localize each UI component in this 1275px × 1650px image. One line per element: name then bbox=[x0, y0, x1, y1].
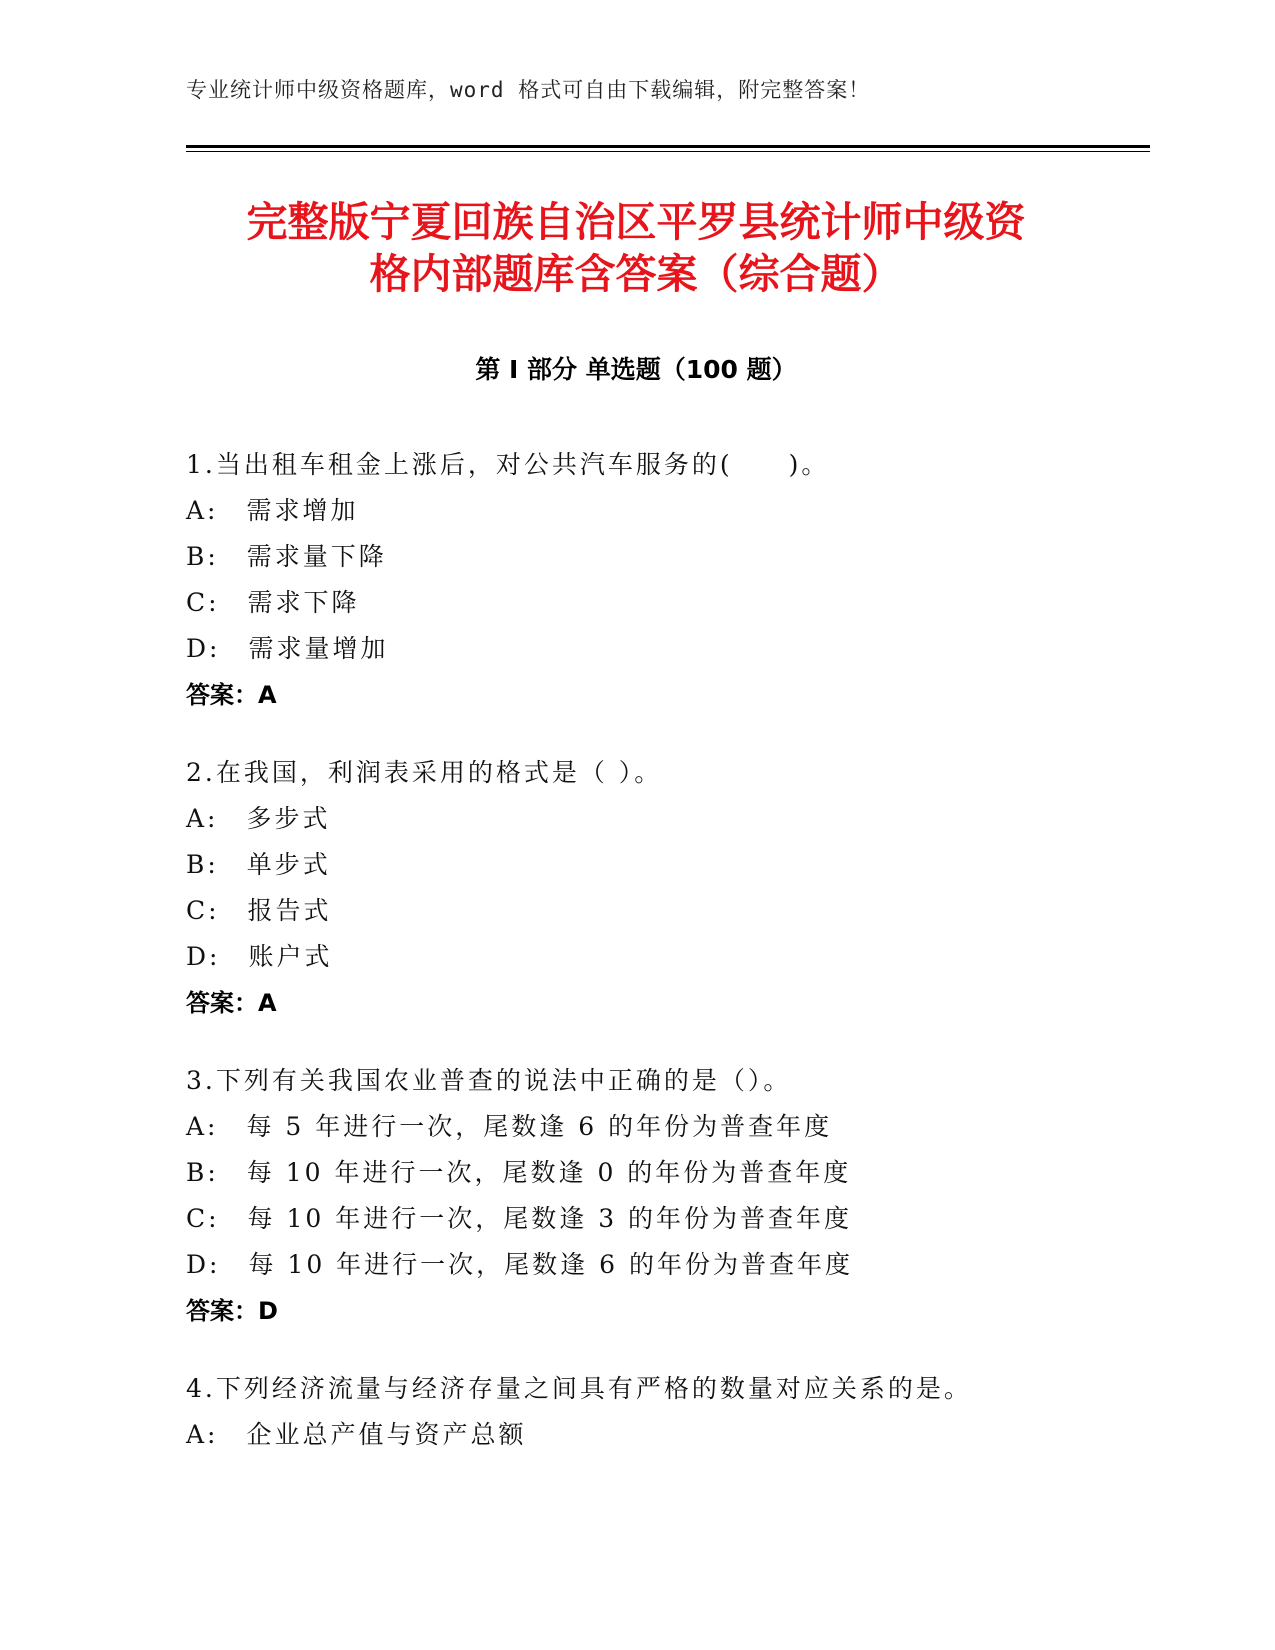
question-stem: 1.当出租车租金上涨后，对公共汽车服务的( )。 bbox=[186, 450, 830, 479]
answer: 答案：D bbox=[186, 1297, 278, 1325]
option-d: D: 每 10 年进行一次，尾数逢 6 的年份为普查年度 bbox=[186, 1250, 853, 1279]
title-line-1: 完整版宁夏回族自治区平罗县统计师中级资 bbox=[246, 198, 1026, 246]
header-note: 专业统计师中级资格题库，word 格式可自由下载编辑，附完整答案！ bbox=[186, 78, 871, 102]
option-a: A: 需求增加 bbox=[186, 496, 359, 525]
section-title: 第 I 部分 单选题（100 题） bbox=[475, 355, 797, 384]
question-1 bbox=[186, 442, 1146, 718]
question-3 bbox=[186, 1058, 1146, 1334]
option-a: A: 多步式 bbox=[186, 804, 331, 833]
question-2 bbox=[186, 750, 1146, 1026]
question-stem: 3.下列有关我国农业普查的说法中正确的是（）。 bbox=[186, 1066, 792, 1095]
header-rule-thin bbox=[186, 151, 1150, 152]
option-c: C: 报告式 bbox=[186, 896, 332, 925]
title-line-2: 格内部题库含答案（综合题） bbox=[369, 250, 903, 298]
option-b: B: 每 10 年进行一次，尾数逢 0 的年份为普查年度 bbox=[186, 1158, 852, 1187]
option-a: A: 企业总产值与资产总额 bbox=[186, 1420, 527, 1449]
question-stem: 2.在我国，利润表采用的格式是（ ）。 bbox=[186, 758, 663, 787]
option-d: D: 需求量增加 bbox=[186, 634, 389, 663]
option-c: C: 每 10 年进行一次，尾数逢 3 的年份为普查年度 bbox=[186, 1204, 853, 1233]
question-4 bbox=[186, 1366, 1146, 1458]
option-a: A: 每 5 年进行一次，尾数逢 6 的年份为普查年度 bbox=[186, 1112, 833, 1141]
answer: 答案：A bbox=[186, 681, 277, 709]
question-stem: 4.下列经济流量与经济存量之间具有严格的数量对应关系的是。 bbox=[186, 1374, 972, 1403]
option-b: B: 单步式 bbox=[186, 850, 331, 879]
option-c: C: 需求下降 bbox=[186, 588, 360, 617]
option-d: D: 账户式 bbox=[186, 942, 333, 971]
document-title bbox=[186, 196, 1086, 300]
option-b: B: 需求量下降 bbox=[186, 542, 387, 571]
answer: 答案：A bbox=[186, 989, 277, 1017]
question-list bbox=[186, 442, 1146, 1490]
header-rule-thick bbox=[186, 145, 1150, 148]
